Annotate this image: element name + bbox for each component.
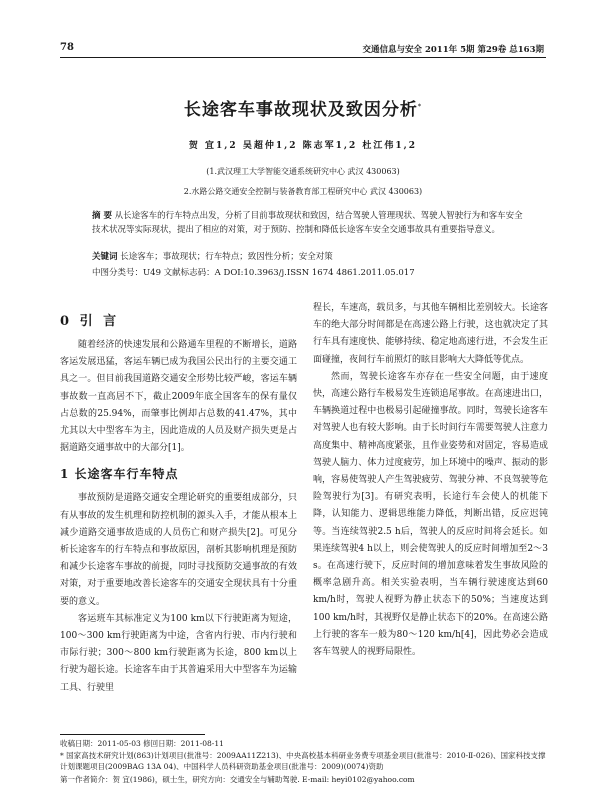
header-rule (60, 57, 546, 58)
journal-header: 交通信息与安全 2011年 5期 第29卷 总163期 (362, 45, 544, 55)
section-1-paragraph-1: 事故预防是道路交通安全理论研究的重要组成部分，只有从事故的发生机理和防控机制的源头入手，才能从根本上减少道路交通事故造成的人员伤亡和财产损失[2]。可见分析长途客车的行车特点和事故原因，剖析其影响机理是预防和减少长途客车事故的前提，同时寻找预防交通事故的有效对策，对于重要地改善长途客车的交通安全现状具有十分重要的意义。 (60, 493, 297, 607)
abstract (92, 210, 528, 237)
right-column (313, 300, 548, 661)
footnote-rule (60, 734, 205, 735)
page-number: 78 (60, 42, 74, 53)
article-title-text: 长途客车事故现状及致因分析 (183, 100, 418, 120)
footnote-author: 第一作者简介：贺 宜(1986)，硕士生，研究方向：交通安全与辅助驾驶. E-mail: heyi0102@yahoo.com (60, 775, 415, 784)
abstract-label: 摘 要 (92, 211, 112, 221)
affiliation-1: (1.武汉理工大学智能交通系统研究中心 武汉 430063) (206, 167, 400, 176)
right-paragraph-1: 程长，车速高，载员多，与其他车辆相比差别较大。长途客车的绝大部分时间都是在高速公路上行驶，这也就决定了其行车具有速度快、能够持续、稳定地高速行进，不会发生正面碰撞，夜间行车前照灯的眩目影响大大降低等优点。 (313, 303, 548, 365)
section-1-paragraph-2: 客运班车其标准定义为100 km以下行驶距离为短途，100～300 km行驶距离为中途，含省内行驶、市内行驶和市际行驶；300～800 km行驶距离为长途，800 km以上行驶为超长途。长途客车由于其普遍采用大中型客车为运输工具、行驶里 (60, 613, 297, 693)
right-paragraph-2: 然而，驾驶长途客车亦存在一些安全问题，由于速度快，高速公路行车极易发生连锁追尾事故。在高速进出口，车辆换道过程中也极易引起碰撞事故。同时，驾驶长途客车对驾驶人也有较大影响。由于长时间行车需要驾驶人注意力高度集中、精神高度紧张，且作业姿势和对固定，容易造成驾驶人脑力、体力过度疲劳，加上环境中的噪声、振动的影响，容易使驾驶人产生驾驶疲劳、驾驶分神、不良驾驶等危险驾驶行为[3]。有研究表明，长途行车会使人的机能下降，认知能力、逻辑思维能力降低，判断出错，反应迟钝等。当连续驾驶2.5 h后，驾驶人的反应时间将会延长。如果连续驾驶4 h以上，则会使驾驶人的反应时间增加至2～3 s。在高速行驶下，反应时间的增加意味着发生事故风险的概率急剧升高。相关实验表明，当车辆行驶速度达到60 km/h时，驾驶人视野为静止状态下的50%；当速度达到100 km/h时，其视野仅是静止状态下的20%。在高速公路上行驶的客车一般为80～120 km/h[4]，因此势必会造成客车驾驶人的视野局限性。 (313, 371, 548, 658)
left-column (60, 300, 297, 697)
keywords (92, 250, 528, 262)
author-list: 贺 宜1,2 吴超仲1,2 陈志军1,2 杜江伟1,2 (188, 141, 418, 151)
keywords-label: 关键词 (92, 252, 118, 262)
abstract-text: 从长途客车的行车特点出发，分析了目前事故现状和致因，结合驾驶人管理现状、驾驶人智驶行为和客车安全技术状况等实际现状，提出了相应的对策，对于预防、控制和降低长途客车安全交通事故具有重要指导意义。 (92, 211, 523, 235)
section-0-paragraph: 随着经济的快速发展和公路通车里程的不断增长，道路客运发展迅猛，客运车辆已成为我国公民出行的主要交通工具之一。但目前我国道路交通安全形势比较严峻，客运车辆事故数一直高居不下，截止2009年底全国客车的保有量仅占总数的25.94%，而肇事比例却占总数的41.47%，其中尤其以大中型客车为主，因此造成的人员及财产损失更是占据道路交通事故中的大部分[1]。 (60, 340, 297, 454)
affiliation-2: 2.水路公路交通安全控制与装备教育部工程研究中心 武汉 430063) (183, 187, 423, 196)
keywords-text: 长途客车；事故现状；行车特点；致因性分析；安全对策 (120, 252, 333, 262)
section-0-title: 0 引 言 (60, 314, 120, 329)
footnote-received: 收稿日期：2011-05-03 修回日期：2011-08-11 (60, 739, 224, 748)
article-title (60, 95, 546, 120)
classification-line: 中图分类号：U49 文献标志码：A DOI:10.3963/j.ISSN 1674 4861.2011.05.017 (92, 268, 415, 278)
title-footnote-mark: * (417, 103, 423, 111)
section-1-title: 1 长途客车行车特点 (60, 467, 179, 482)
footnote-fund: * 国家高技术研究计划(863)计划项目(批准号：2009AA11Z213)、中央高校基本科研业务费专项基金项目(批准号：2010-Ⅱ-026)、国家科技支撑计划课题项目(2009BAG 13A 04)、中国科学人员科研资助基金项目(批准号：2009)(0074)资助 (60, 751, 546, 771)
